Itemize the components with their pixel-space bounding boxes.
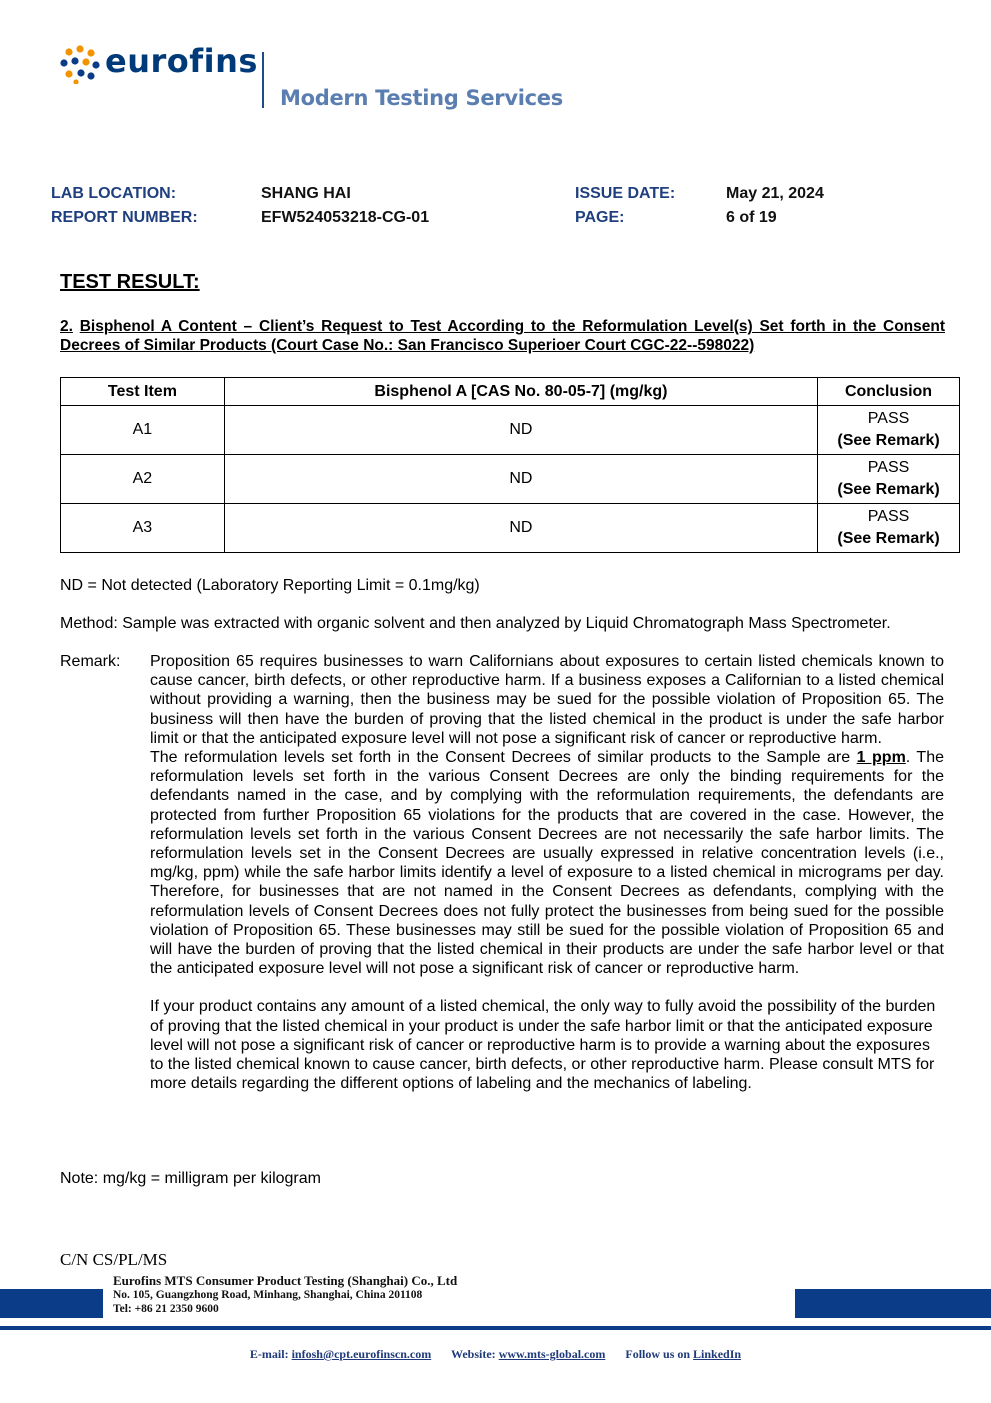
company-info (113, 1273, 457, 1316)
column-header-bisphenol-a: Bisphenol A [CAS No. 80-05-7] (mg/kg) (224, 378, 817, 406)
results-table (60, 377, 960, 553)
conclusion-cell (818, 504, 960, 553)
email-label: E-mail: (249, 1347, 289, 1361)
result-value-cell: ND (224, 504, 817, 553)
remark-paragraph-1: Proposition 65 requires businesses to warn Californians about exposures to certain listed chemicals known to cause cancer, birth defects, or other reproductive harm. If a business exposes a Californian to a listed chemical without providing a warning, then the business may be sued for the possible violation of Proposition 65. The business will then have the burden of proving that the listed chemical in the product is under the safe harbor limit or that the anticipated exposure level will not pose a significant risk of cancer or reproductive harm. (150, 653, 944, 747)
column-header-test-item: Test Item (61, 378, 225, 406)
nd-note: ND = Not detected (Laboratory Reporting Limit = 0.1mg/kg) (60, 577, 480, 594)
see-remark-text: (See Remark) (837, 432, 940, 449)
issue-date-label: ISSUE DATE: (575, 185, 676, 202)
section-title: TEST RESULT: (60, 271, 200, 293)
website-label: Website: (451, 1347, 496, 1361)
test-number: 2. (60, 318, 73, 335)
table-row (61, 406, 960, 455)
remark-label: Remark: (60, 653, 121, 670)
result-value-cell: ND (224, 455, 817, 504)
footer-rule (0, 1326, 991, 1330)
table-row (61, 504, 960, 553)
lab-location-label: LAB LOCATION: (51, 185, 177, 202)
company-name: Eurofins MTS Consumer Product Testing (Shanghai) Co., Ltd (113, 1273, 458, 1288)
table-header-row (61, 378, 960, 406)
email-link[interactable]: infosh@cpt.eurofinscn.com (291, 1347, 432, 1361)
remark-body (150, 652, 944, 1093)
conclusion-text: PASS (867, 508, 910, 525)
remark-paragraph-2-start: The reformulation levels set forth in the Consent Decrees of similar products to the Sample are (150, 749, 857, 767)
test-heading (60, 317, 945, 355)
remark-paragraph-2 (150, 748, 944, 978)
footer-band-right (795, 1289, 991, 1318)
contact-line (0, 1347, 991, 1362)
conclusion-text: PASS (867, 459, 910, 476)
service-name: Modern Testing Services (280, 86, 563, 110)
unit-note: Note: mg/kg = milligram per kilogram (60, 1170, 321, 1187)
remark-paragraph-2-rest: . The reformulation levels set forth in the various Consent Decrees are only the binding requirements for the defendants named in the case, and by complying with the reformulation requirements, the defendants are protected from further Proposition 65 violations for the products that are covered in the case. However, the reformulation levels set forth in the various Consent Decrees are not necessarily the safe harbor limits. The reformulation levels set in the Consent Decrees are usually expressed in relative concentration levels (i.e., mg/kg, ppm) while the safe harbor limits identify a level of exposure to a listed chemical in micrograms per day. Therefore, for businesses that are not named in the Consent Decrees as defendants, complying with the reformulation levels of Consent Decrees does not fully protect the businesses from being sued for the possible violation of Proposition 65. These businesses may still be sued for the possible violation of Proposition 65 and will have the burden of proving that the listed chemical in their products are under the safe harbor level or that the anticipated exposure level will not pose a significant risk of cancer or reproductive harm. (150, 749, 945, 978)
eurofins-logo-mark-icon (60, 44, 100, 84)
result-value-cell: ND (224, 406, 817, 455)
test-item-cell: A1 (61, 406, 225, 455)
column-header-conclusion: Conclusion (818, 378, 960, 406)
issue-date-value: May 21, 2024 (726, 185, 824, 202)
reformulation-level: 1 ppm (856, 749, 906, 767)
website-link[interactable]: www.mts-global.com (498, 1347, 606, 1361)
report-number-value: EFW524053218-CG-01 (261, 209, 430, 226)
test-heading-text: Bisphenol A Content – Client’s Request to Test According to the Reformulation Level(s) Set forth in the Consent Decrees of Similar Products (Court Case No.: San Francisco Superioer Court CGC-22--598022) (60, 318, 945, 354)
cn-code: C/N CS/PL/MS (60, 1250, 168, 1269)
test-item-cell: A2 (61, 455, 225, 504)
conclusion-cell (818, 455, 960, 504)
method-note: Method: Sample was extracted with organic solvent and then analyzed by Liquid Chromatograph Mass Spectrometer. (60, 615, 891, 632)
follow-label: Follow us on (625, 1347, 691, 1361)
see-remark-text: (See Remark) (837, 530, 940, 547)
conclusion-cell (818, 406, 960, 455)
conclusion-text: PASS (867, 410, 910, 427)
test-item-cell: A3 (61, 504, 225, 553)
footer-band-left (0, 1289, 103, 1318)
company-address: No. 105, Guangzhong Road, Minhang, Shanghai, China 201108 (113, 1289, 423, 1301)
company-tel: Tel: +86 21 2350 9600 (113, 1303, 219, 1315)
page-value: 6 of 19 (726, 209, 777, 226)
remark-paragraph-3: If your product contains any amount of a listed chemical, the only way to fully avoid the possibility of the burden of proving that the listed chemical in your product is under the safe harbor limit or that the anticipated exposure level will not pose a significant risk of cancer or reproductive harm is to provide a warning about the exposures to the listed chemical known to cause cancer, birth defects, or other reproductive harm. Please consult MTS for more details regarding the different options of labeling and the mechanics of labeling. (150, 998, 936, 1093)
lab-location-value: SHANG HAI (261, 185, 351, 202)
header-divider (262, 52, 264, 108)
page-label: PAGE: (575, 209, 625, 226)
brand-name: eurofins (105, 42, 258, 80)
eurofins-logo (60, 44, 260, 84)
report-number-label: REPORT NUMBER: (51, 209, 198, 226)
linkedin-link[interactable]: LinkedIn (693, 1347, 742, 1361)
table-row (61, 455, 960, 504)
see-remark-text: (See Remark) (837, 481, 940, 498)
